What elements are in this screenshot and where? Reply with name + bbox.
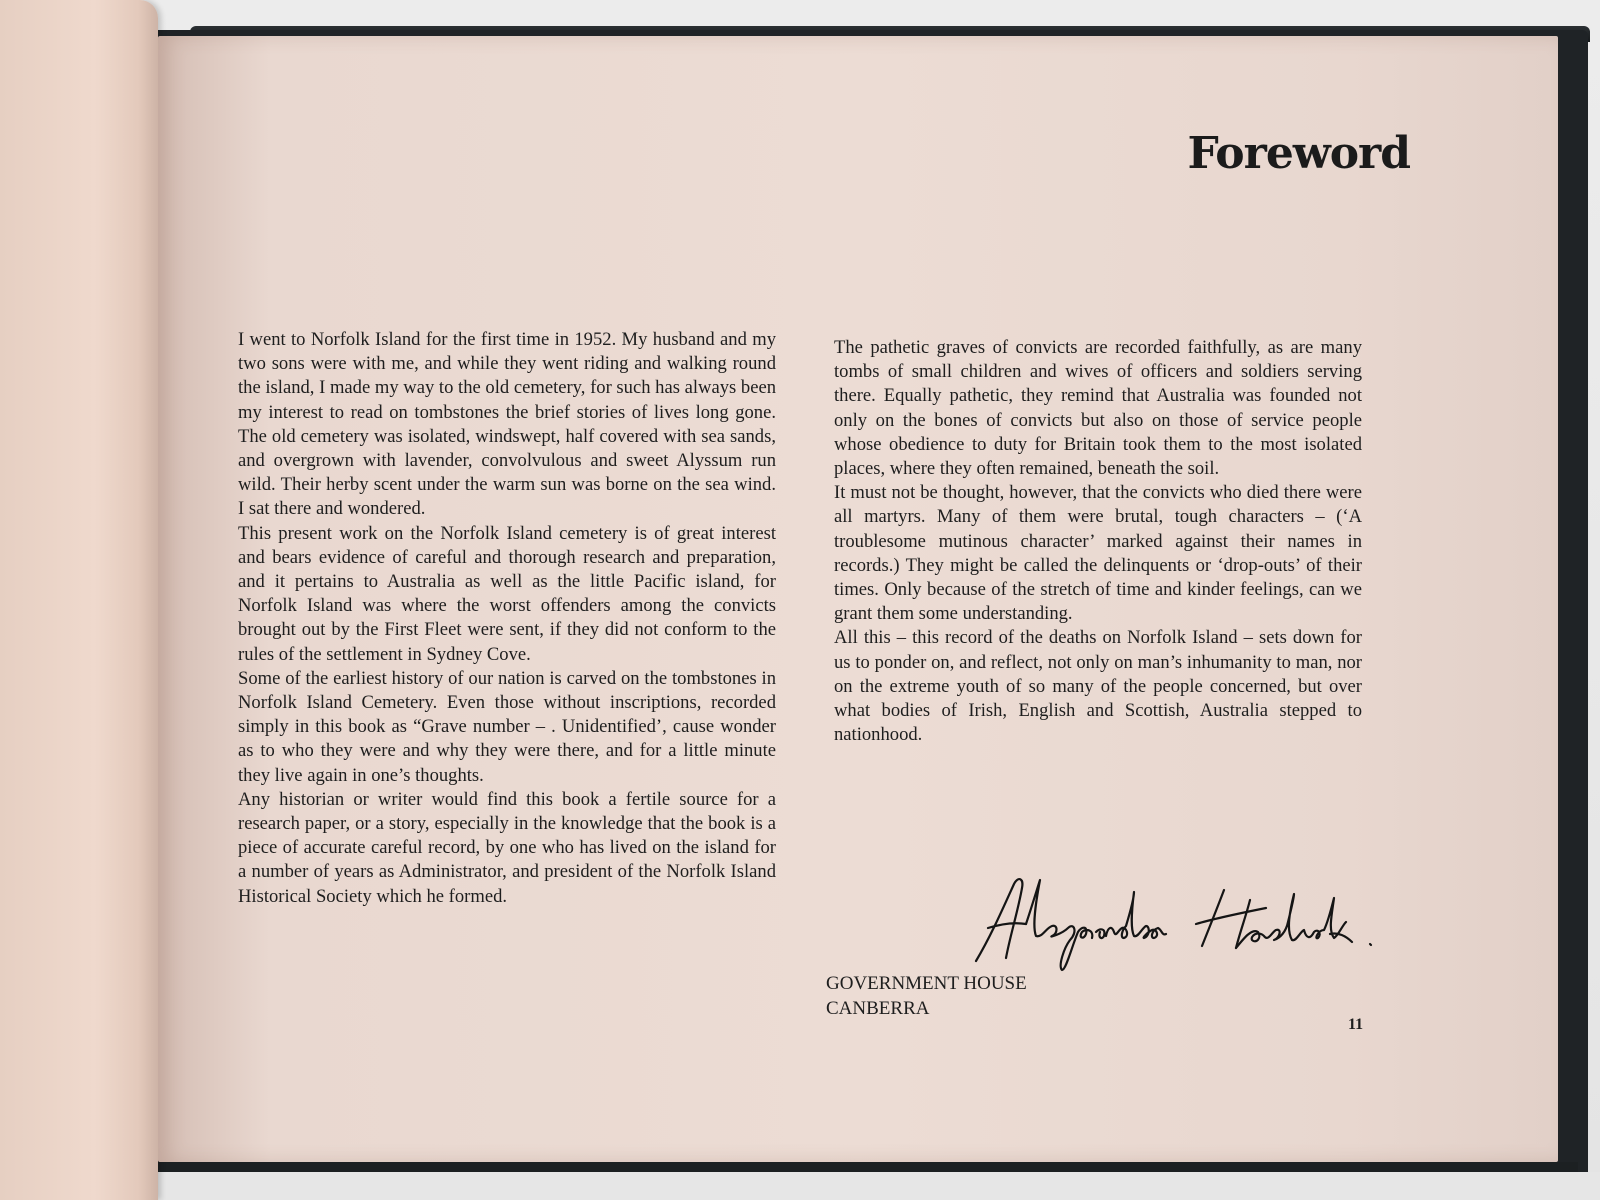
- address-line: GOVERNMENT HOUSE: [826, 973, 1027, 994]
- paragraph: It must not be thought, however, that the convicts who died there were all martyrs. Many of them were brutal, tough characters – (‘A troublesome mutinous character’ marked against their names in records.) They might be called the delinquents or ‘drop-outs’ of their times. Only because of the stretch of time and kinder feelings, can we grant them some understanding.: [834, 482, 1362, 625]
- table-surface: [0, 1172, 1600, 1200]
- paragraph: Any historian or writer would find this book a fertile source for a research paper, or a story, especially in the knowledge that the book is a piece of accurate careful record, by one who has lived on the island for a number of years as Administrator, and president of the Norfolk Island Historical Society which he formed.: [238, 788, 776, 907]
- address-block: [826, 971, 1027, 1021]
- address-line: CANBERRA: [826, 998, 930, 1019]
- handwritten-signature: [966, 866, 1386, 976]
- paragraph: Some of the earliest history of our nation is carved on the tombstones in Norfolk Island Cemetery. Even those without inscriptions, recorded simply in this book as “Grave number – . Unidentified’, cause wonder as to who they were and why they were there, and for a little minute they live again in one’s thoughts.: [238, 667, 776, 786]
- page-number: 11: [1348, 1016, 1364, 1033]
- paragraph: All this – this record of the deaths on Norfolk Island – sets down for us to ponder on, and reflect, not only on man’s inhumanity to man, nor on the extreme youth of so many of the people concerned, but over what bodies of Irish, English and Scottish, Australia stepped to nationhood.: [834, 627, 1362, 746]
- paragraph: This present work on the Norfolk Island cemetery is of great interest and bears evidence of careful and thorough research and preparation, and it pertains to Australia as well as the little Pacific island, for Norfolk Island was where the worst offenders among the convicts brought out by the First Fleet were sent, if they did not conform to the rules of the settlement in Sydney Cove.: [238, 522, 776, 665]
- paragraph: The pathetic graves of convicts are recorded faithfully, as are many tombs of small children and wives of officers and soldiers serving there. Equally pathetic, they remind that Australia was founded not only on the bones of convicts but also on those of service people whose obedience to duty for Britain took them to the most isolated places, where they often remained, beneath the soil.: [834, 337, 1362, 480]
- page-title: Foreword: [1187, 128, 1410, 179]
- paragraph: I went to Norfolk Island for the first time in 1952. My husband and my two sons were with me, and while they went riding and walking round the island, I made my way to the old cemetery, for such has always been my interest to read on tombstones the brief stories of lives long gone. The old cemetery was isolated, windswept, half covered with sea sands, and overgrown with lavender, convolvulous and sweet Alyssum run wild. Their herby scent under the warm sun was borne on the sea wind. I sat there and wondered.: [238, 329, 776, 520]
- left-text-column: [238, 328, 776, 909]
- book-page: [158, 36, 1558, 1162]
- right-text-column: [834, 336, 1362, 747]
- book-cover-bottom: [158, 1162, 1578, 1172]
- left-page-edge: [0, 0, 158, 1200]
